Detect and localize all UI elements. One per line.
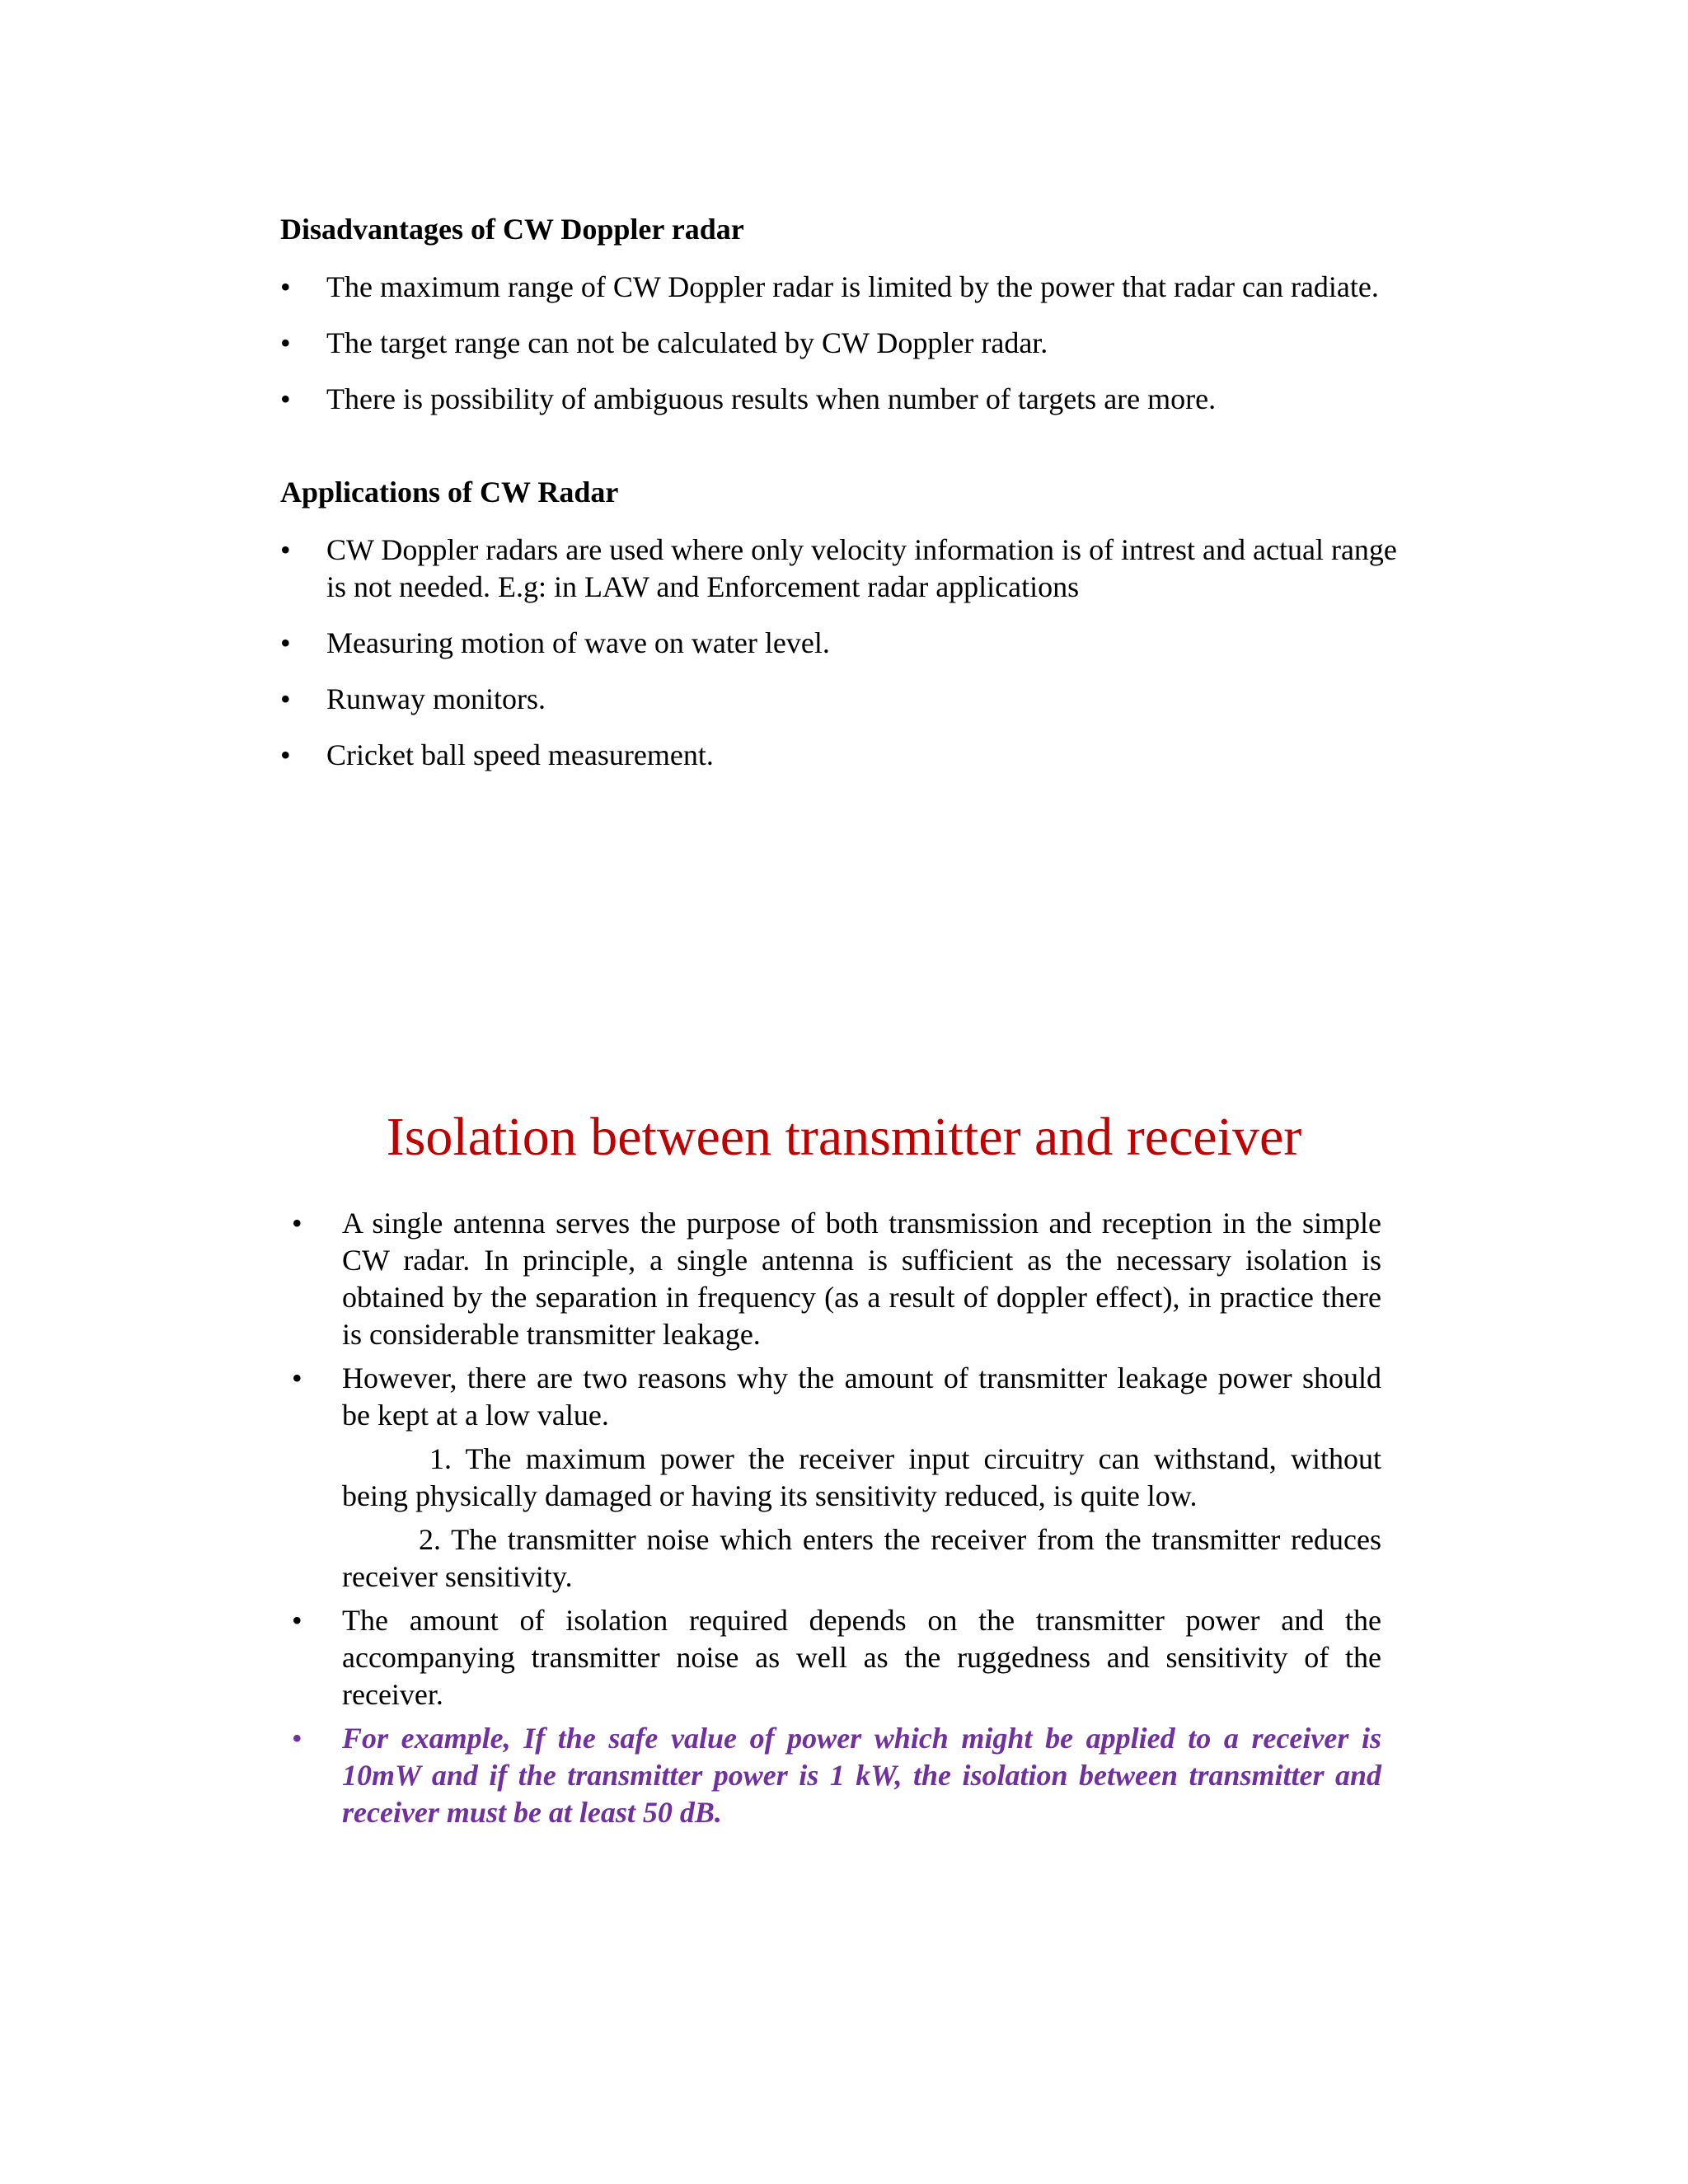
list-item-text: The maximum range of CW Doppler radar is limited by the power that radar can radiate. bbox=[326, 270, 1379, 303]
list-item bbox=[280, 681, 1409, 718]
bullet-icon: • bbox=[292, 1604, 302, 1637]
bullet-icon: • bbox=[280, 270, 291, 303]
bullet-icon: • bbox=[280, 682, 291, 715]
isolation-list bbox=[292, 1205, 1381, 1838]
reason-text: 2. The transmitter noise which enters the receiver from the transmitter reduces receiver sensitivity. bbox=[342, 1523, 1381, 1593]
list-item-text: However, there are two reasons why the amount of transmitter leakage power should be kept at a low value. bbox=[342, 1361, 1381, 1432]
list-item-text: The target range can not be calculated by CW Doppler radar. bbox=[326, 326, 1048, 359]
bullet-icon: • bbox=[280, 626, 291, 659]
list-item bbox=[280, 532, 1409, 606]
disadvantages-heading: Disadvantages of CW Doppler radar bbox=[280, 213, 744, 246]
list-item-text: CW Doppler radars are used where only velocity information is of intrest and actual range is not needed. E.g: in LAW and Enforcement radar applications bbox=[326, 533, 1397, 603]
list-item bbox=[292, 1360, 1381, 1434]
reason-text: 1. The maximum power the receiver input circuitry can withstand, without being physically damaged or having its sensitivity reduced, is quite low. bbox=[342, 1442, 1381, 1512]
list-item-text: Cricket ball speed measurement. bbox=[326, 738, 714, 771]
example-item bbox=[292, 1720, 1381, 1831]
example-text: For example, If the safe value of power which might be applied to a receiver is 10mW and if the transmitter power is 1 kW, the isolation between transmitter and receiver must be at least 50 dB. bbox=[342, 1722, 1381, 1829]
list-item-text: A single antenna serves the purpose of both transmission and reception in the simple CW radar. In principle, a single antenna is sufficient as the necessary isolation is obtained by the separation in frequency (as a result of doppler effect), in practice there is considerable transmitter leakage. bbox=[342, 1207, 1381, 1351]
bullet-icon: • bbox=[280, 738, 291, 771]
applications-heading: Applications of CW Radar bbox=[280, 476, 619, 509]
applications-list bbox=[280, 532, 1409, 793]
reason-item bbox=[342, 1521, 1381, 1596]
list-item bbox=[280, 737, 1409, 774]
reason-item bbox=[342, 1441, 1381, 1515]
list-item bbox=[292, 1205, 1381, 1353]
list-item bbox=[292, 1602, 1381, 1713]
list-item bbox=[280, 625, 1409, 662]
list-item-text: Measuring motion of wave on water level. bbox=[326, 626, 830, 659]
isolation-title: Isolation between transmitter and receiver bbox=[386, 1107, 1302, 1167]
list-item bbox=[280, 269, 1409, 306]
bullet-icon: • bbox=[292, 1361, 302, 1394]
list-item bbox=[280, 325, 1409, 362]
list-item-text: Runway monitors. bbox=[326, 682, 546, 715]
bullet-icon: • bbox=[292, 1207, 302, 1240]
section-title bbox=[0, 1104, 1688, 1170]
list-item-text: The amount of isolation required depends on the transmitter power and the accompanying transmitter noise as well as the ruggedness and sensitivity of the receiver. bbox=[342, 1604, 1381, 1711]
bullet-icon: • bbox=[280, 326, 291, 359]
bullet-icon: • bbox=[292, 1722, 302, 1755]
list-item-text: There is possibility of ambiguous results when number of targets are more. bbox=[326, 382, 1217, 415]
bullet-icon: • bbox=[280, 533, 291, 566]
list-item bbox=[280, 381, 1409, 418]
disadvantages-list bbox=[280, 269, 1409, 437]
bullet-icon: • bbox=[280, 382, 291, 415]
